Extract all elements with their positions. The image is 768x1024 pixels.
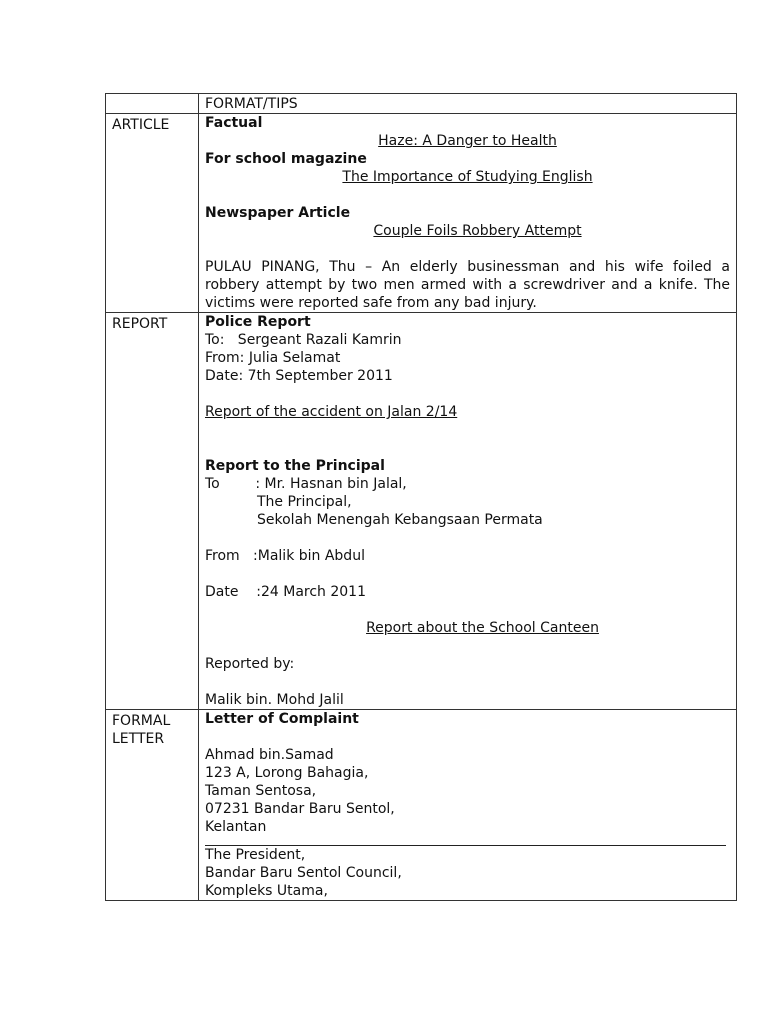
principal-report-to: To : Mr. Hasnan bin Jalal, [205, 476, 407, 492]
factual-title: Haze: A Danger to Health [378, 133, 557, 149]
principal-report-from: From :Malik bin Abdul [205, 548, 365, 564]
principal-report-date: Date :24 March 2011 [205, 584, 366, 600]
header-label-cell [106, 94, 199, 114]
report-label: REPORT [106, 313, 199, 710]
principal-report-title: Report about the School Canteen [366, 620, 599, 636]
sender-address-line1: 123 A, Lorong Bahagia, [205, 765, 369, 781]
reported-by-label: Reported by: [205, 656, 295, 672]
formal-letter-content [199, 710, 737, 901]
principal-report-heading: Report to the Principal [205, 458, 385, 474]
police-report-date: Date: 7th September 2011 [205, 368, 393, 384]
article-content [199, 114, 737, 313]
sender-address-line3: 07231 Bandar Baru Sentol, [205, 801, 395, 817]
school-magazine-heading: For school magazine [205, 151, 367, 167]
police-report-to: To: Sergeant Razali Kamrin [205, 332, 402, 348]
report-row [106, 313, 737, 710]
article-row [106, 114, 737, 313]
header-format-tips: FORMAT/TIPS [199, 94, 737, 114]
formal-letter-row [106, 710, 737, 901]
police-report-from: From: Julia Selamat [205, 350, 341, 366]
reporter-name: Malik bin. Mohd Jalil [205, 692, 344, 708]
sender-address-line2: Taman Sentosa, [205, 783, 317, 799]
sender-name: Ahmad bin.Samad [205, 747, 334, 763]
principal-report-to-line3: Sekolah Menengah Kebangsaan Permata [257, 512, 543, 528]
recipient-line1: The President, [205, 847, 306, 863]
table-header-row [106, 94, 737, 114]
formal-letter-label: FORMAL LETTER [106, 710, 199, 901]
factual-heading: Factual [205, 115, 263, 131]
format-tips-table [105, 93, 737, 901]
article-label: ARTICLE [106, 114, 199, 313]
recipient-line2: Bandar Baru Sentol Council, [205, 865, 402, 881]
sender-address-line4: Kelantan [205, 819, 267, 835]
police-report-title: Report of the accident on Jalan 2/14 [205, 404, 458, 420]
recipient-line3: Kompleks Utama, [205, 883, 328, 899]
police-report-heading: Police Report [205, 314, 311, 330]
newspaper-body: PULAU PINANG, Thu – An elderly businessman and his wife foiled a robbery attempt by two men armed with a screwdriver and a knife. The victims were reported safe from any bad injury. [205, 259, 730, 311]
letter-of-complaint-heading: Letter of Complaint [205, 711, 359, 727]
school-magazine-title: The Importance of Studying English [342, 169, 593, 185]
report-content [199, 313, 737, 710]
newspaper-heading: Newspaper Article [205, 205, 351, 221]
principal-report-to-line2: The Principal, [257, 494, 352, 510]
newspaper-title: Couple Foils Robbery Attempt [373, 223, 582, 239]
